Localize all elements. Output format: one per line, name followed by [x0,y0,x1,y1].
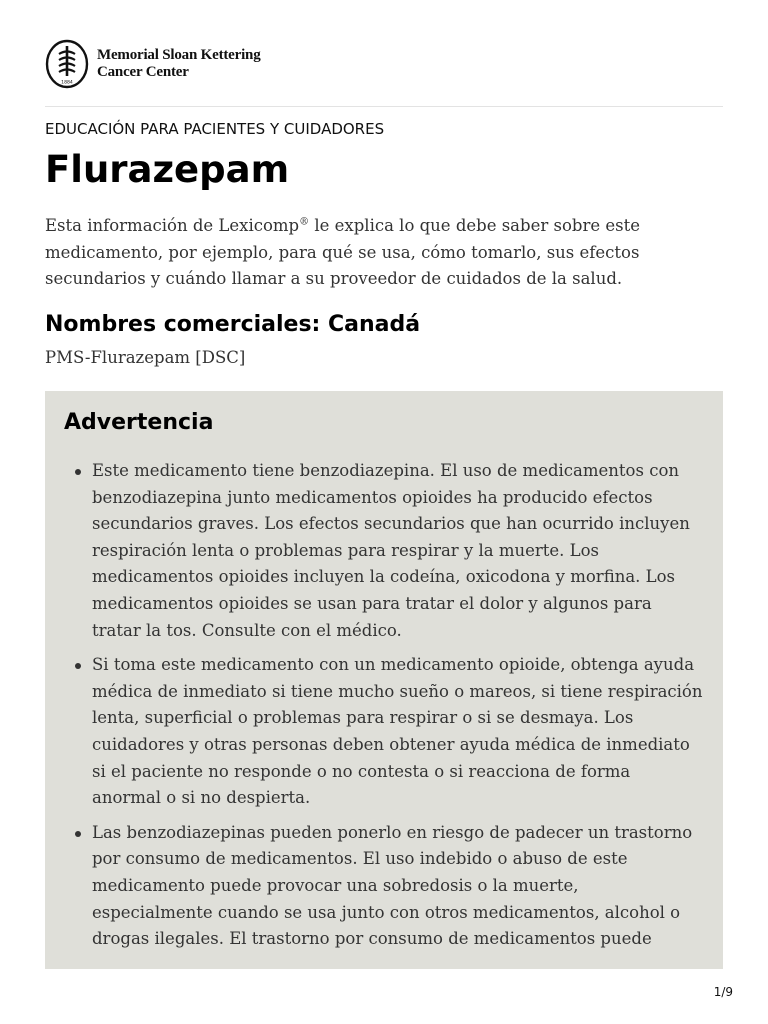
logo-line-1: Memorial Sloan Kettering [97,47,261,63]
page-title: Flurazepam [45,148,290,191]
intro-paragraph [45,213,685,293]
registered-mark: ® [299,216,310,228]
logo-wordmark [97,47,261,81]
header [45,38,261,90]
logo-year: 1884 [61,80,73,86]
section-eyebrow: EDUCACIÓN PARA PACIENTES Y CUIDADORES [45,120,385,138]
brand-names-text: PMS-Flurazepam [DSC] [45,348,246,367]
brand-names-heading: Nombres comerciales: Canadá [45,312,421,337]
intro-text-start: Esta información de Lexicomp [45,216,300,235]
bullet-icon [75,469,81,475]
msk-tree-logo-icon [45,39,89,89]
page-number: 1/9 [713,985,733,999]
warning-title: Advertencia [64,410,214,435]
warning-box [45,391,723,969]
warning-item-text: Las benzodiazepinas pueden ponerlo en riesgo de padecer un trastorno por consumo de medicamentos. El uso indebido o abuso de este medicamento puede provocar una sobredosis o la muerte, especialmente cuando se usa junto con otros medicamentos, alcohol o drogas ilegales. El trastorno por consumo de medicamentos puede [92,822,693,949]
logo-line-2: Cancer Center [97,64,189,80]
warning-list [64,458,704,961]
intro-text-end: le explica lo que debe saber sobre este medicamento, por ejemplo, para qué se usa, cómo tomarlo, sus efectos secundarios y cuándo llamar a su proveedor de cuidados de la salud. [45,216,640,288]
warning-item [64,652,704,812]
warning-item-text: Este medicamento tiene benzodiazepina. El uso de medicamentos con benzodiazepina junto medicamentos opioides ha producido efectos secundarios graves. Los efectos secundarios que han ocurrido incluyen respiración lenta o problemas para respirar y la muerte. Los medicamentos opioides incluyen la codeína, oxicodona y morfina. Los medicamentos opioides se usan para tratar el dolor y algunos para tratar la tos. Consulte con el médico. [92,461,690,640]
warning-item-text: Si toma este medicamento con un medicamento opioide, obtenga ayuda médica de inmediato si tiene mucho sueño o mareos, si tiene respiración lenta, superficial o problemas para respirar o si se desmaya. Los cuidadores y otras personas deben obtener ayuda médica de inmediato si el paciente no responde o no contesta o si reacciona de forma anormal o si no despierta. [92,655,703,808]
bullet-icon [75,663,81,669]
bullet-icon [75,831,81,837]
warning-item [64,458,704,644]
warning-item [64,820,704,953]
header-divider [45,106,723,107]
